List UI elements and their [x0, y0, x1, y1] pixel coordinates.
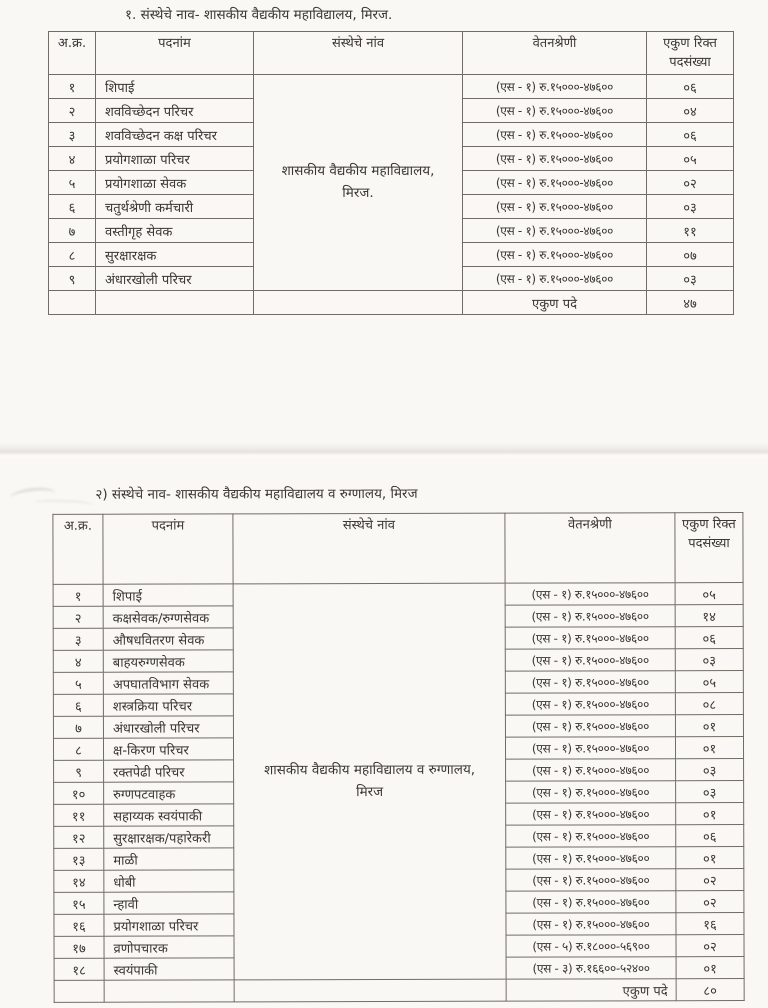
header-pay-scale: वेतनश्रेणी [505, 513, 675, 583]
institute-line: मिरज. [342, 184, 374, 201]
header-post-name: पदनांम [103, 514, 233, 584]
serial-cell: ५ [53, 672, 103, 694]
empty-cell [54, 980, 104, 1002]
serial-cell: ४ [49, 147, 96, 171]
institute-name-cell [233, 583, 506, 980]
post-name-cell: शवविच्छेदन परिचर [96, 99, 254, 123]
post-name-cell: अपघातविभाग सेवक [103, 672, 233, 694]
serial-cell: ४ [53, 650, 103, 672]
post-name-cell: स्वयंपाकी [104, 958, 234, 980]
vacancy-count-cell: ०६ [647, 75, 734, 99]
serial-cell: ५ [49, 171, 96, 195]
table-1-body [49, 75, 734, 315]
serial-cell: १४ [54, 870, 104, 892]
post-name-cell: रुग्णपटवाहक [104, 782, 234, 804]
vacancy-count-cell: १६ [676, 913, 744, 935]
table-2-body [53, 583, 744, 1003]
post-name-cell: शवविच्छेदन कक्ष परिचर [96, 123, 254, 147]
header-row [49, 32, 734, 75]
table-1-title: १. संस्थेचे नाव- शासकीय वैद्यकीय महाविद्यालय, मिरज. [125, 7, 393, 23]
serial-cell: ६ [49, 195, 96, 219]
pay-scale-cell: (एस - १) रु.१५०००-४७६०० [463, 123, 647, 147]
serial-cell: ९ [54, 760, 104, 782]
header-total-vacant-posts: एकुण रिक्त पदसंख्या [647, 32, 734, 75]
section-table-2 [0, 484, 768, 1003]
pay-scale-cell: (एस - १) रु.१५०००-४७६०० [506, 913, 676, 935]
page-seam [0, 442, 768, 460]
table-2-title: २) संस्थेचे नाव- शासकीय वैद्यकीय महाविद्यालय व रुग्णालय, मिरज [95, 485, 418, 503]
pay-scale-cell: (एस - १) रु.१५०००-४७६०० [506, 869, 676, 891]
total-posts-value-cell: ८० [676, 979, 744, 1001]
table-2-header [53, 513, 743, 585]
serial-cell: २ [49, 99, 96, 123]
pay-scale-cell: (एस - १) रु.१५०००-४७६०० [505, 715, 675, 737]
table-row [49, 75, 734, 99]
post-name-cell: प्रयोगशाळा सेवक [96, 171, 254, 195]
pay-scale-cell: (एस - १) रु.१५०००-४७६०० [463, 219, 647, 243]
header-institute-name: संस्थेचे नांव [254, 32, 463, 75]
pay-scale-cell: (एस - १) रु.१५०००-४७६०० [463, 267, 647, 291]
vacancy-count-cell: ०३ [675, 649, 743, 671]
header-serial-no: अ.क्र. [53, 514, 103, 584]
post-name-cell: शिपाई [103, 584, 233, 606]
vacancy-count-cell: ०६ [675, 627, 743, 649]
empty-cell [254, 291, 463, 315]
serial-cell: १ [53, 584, 103, 606]
pay-scale-cell: (एस - १) रु.१५०००-४७६०० [506, 781, 676, 803]
vacancy-count-cell: ०२ [676, 869, 744, 891]
vacancy-count-cell: ०३ [647, 195, 734, 219]
total-posts-label-cell: एकुण पदे [506, 979, 676, 1001]
serial-cell: १८ [54, 958, 104, 980]
pay-scale-cell: (एस - १) रु.१५०००-४७६०० [506, 847, 676, 869]
pay-scale-cell: (एस - १) रु.१५०००-४७६०० [463, 99, 647, 123]
serial-cell: ८ [49, 243, 96, 267]
post-name-cell: सुरक्षारक्षक [96, 243, 254, 267]
total-posts-label-cell: एकुण पदे [463, 291, 647, 315]
post-name-cell: क्ष-किरण परिचर [103, 738, 233, 760]
serial-cell: ७ [53, 716, 103, 738]
vacancy-count-cell: ०५ [675, 671, 743, 693]
post-name-cell: कक्षसेवक/रुग्णसेवक [103, 606, 233, 628]
vacancy-count-cell: ०६ [676, 825, 744, 847]
vacancy-count-cell: ०३ [647, 267, 734, 291]
pay-scale-cell: (एस - ३) रु.१६६००-५२४०० [506, 957, 676, 979]
vacancy-count-cell: ०८ [675, 693, 743, 715]
post-name-cell: न्हावी [104, 892, 234, 914]
serial-cell: ३ [53, 628, 103, 650]
empty-cell [96, 291, 254, 315]
pay-scale-cell: (एस - १) रु.१५०००-४७६०० [506, 803, 676, 825]
post-name-cell: माळी [104, 848, 234, 870]
post-name-cell: सुरक्षारक्षक/पहारेकरी [104, 826, 234, 848]
serial-cell: १२ [54, 826, 104, 848]
pay-scale-cell: (एस - १) रु.१५०००-४७६०० [505, 605, 675, 627]
header-total-vacant-posts: एकुण रिक्त पदसंख्या [675, 513, 743, 583]
institute-line: शासकीय वैद्यकीय महाविद्यालय व रुग्णालय, [264, 761, 476, 779]
vacancy-count-cell: ०१ [676, 957, 744, 979]
post-name-cell: प्रयोगशाळा परिचर [96, 147, 254, 171]
pay-scale-cell: (एस - १) रु.१५०००-४७६०० [506, 891, 676, 913]
serial-cell: १ [49, 75, 96, 99]
serial-cell: १७ [54, 936, 104, 958]
post-name-cell: शस्त्रक्रिया परिचर [103, 694, 233, 716]
serial-cell: ९ [49, 267, 96, 291]
pay-scale-cell: (एस - १) रु.१५०००-४७६०० [505, 627, 675, 649]
post-name-cell: शिपाई [96, 75, 254, 99]
pay-scale-cell: (एस - १) रु.१५०००-४७६०० [505, 693, 675, 715]
serial-cell: २ [53, 606, 103, 628]
total-row [54, 979, 744, 1003]
pay-scale-cell: (एस - ५) रु.१८०००-५६९०० [506, 935, 676, 957]
pay-scale-cell: (एस - १) रु.१५०००-४७६०० [505, 649, 675, 671]
serial-cell: ८ [53, 738, 103, 760]
header-serial-no: अ.क्र. [49, 32, 96, 75]
vacancy-count-cell: ०२ [676, 935, 744, 957]
vacancy-count-cell: ०७ [647, 243, 734, 267]
vacancy-count-cell: ०१ [676, 803, 744, 825]
vacancy-count-cell: ०५ [647, 147, 734, 171]
post-name-cell: प्रयोगशाळा परिचर [104, 914, 234, 936]
total-posts-value-cell: ४७ [647, 291, 734, 315]
serial-cell: ३ [49, 123, 96, 147]
empty-cell [49, 291, 96, 315]
post-name-cell: चतुर्थश्रेणी कर्मचारी [96, 195, 254, 219]
empty-cell [234, 979, 506, 1002]
pay-scale-cell: (एस - १) रु.१५०००-४७६०० [463, 147, 647, 171]
vacancy-table-1 [48, 31, 734, 315]
vacancy-count-cell: ११ [647, 219, 734, 243]
header-row [53, 513, 743, 585]
serial-cell: १५ [54, 892, 104, 914]
header-post-name: पदनांम [96, 32, 254, 75]
serial-cell: १३ [54, 848, 104, 870]
vacancy-count-cell: ०३ [676, 759, 744, 781]
header-pay-scale: वेतनश्रेणी [463, 32, 647, 75]
serial-cell: १० [54, 782, 104, 804]
table-1-header [49, 32, 734, 75]
vacancy-count-cell: ०६ [647, 123, 734, 147]
serial-cell: ६ [53, 694, 103, 716]
post-name-cell: व्रणोपचारक [104, 936, 234, 958]
pay-scale-cell: (एस - १) रु.१५०००-४७६०० [505, 583, 675, 605]
vacancy-count-cell: ०२ [647, 171, 734, 195]
pay-scale-cell: (एस - १) रु.१५०००-४७६०० [506, 825, 676, 847]
pay-scale-cell: (एस - १) रु.१५०००-४७६०० [506, 759, 676, 781]
vacancy-count-cell: ०२ [676, 891, 744, 913]
empty-cell [104, 980, 234, 1002]
serial-cell: ११ [54, 804, 104, 826]
section-table-1 [0, 6, 768, 315]
pay-scale-cell: (एस - १) रु.१५०००-४७६०० [463, 171, 647, 195]
post-name-cell: वस्तीगृह सेवक [96, 219, 254, 243]
header-institute-name: संस्थेचे नांव [233, 513, 505, 584]
vacancy-count-cell: १४ [675, 605, 743, 627]
institute-line: शासकीय वैद्यकीय महाविद्यालय, [281, 162, 435, 179]
vacancy-count-cell: ०१ [675, 737, 743, 759]
post-name-cell: औषधवितरण सेवक [103, 628, 233, 650]
pay-scale-cell: (एस - १) रु.१५०००-४७६०० [505, 737, 675, 759]
institute-line: मिरज [356, 783, 384, 800]
post-name-cell: धोबी [104, 870, 234, 892]
table-row [53, 583, 743, 607]
serial-cell: ७ [49, 219, 96, 243]
pay-scale-cell: (एस - १) रु.१५०००-४७६०० [463, 75, 647, 99]
pay-scale-cell: (एस - १) रु.१५०००-४७६०० [463, 195, 647, 219]
vacancy-count-cell: ०३ [676, 781, 744, 803]
post-name-cell: अंधारखोली परिचर [103, 716, 233, 738]
total-row [49, 291, 734, 315]
post-name-cell: अंधारखोली परिचर [96, 267, 254, 291]
post-name-cell: बाहयरुग्णसेवक [103, 650, 233, 672]
institute-name-cell [254, 75, 463, 291]
serial-cell: १६ [54, 914, 104, 936]
pay-scale-cell: (एस - १) रु.१५०००-४७६०० [505, 671, 675, 693]
post-name-cell: सहाय्यक स्वयंपाकी [104, 804, 234, 826]
vacancy-count-cell: ०५ [675, 583, 743, 605]
pay-scale-cell: (एस - १) रु.१५०००-४७६०० [463, 243, 647, 267]
vacancy-count-cell: ०१ [675, 715, 743, 737]
vacancy-count-cell: ०४ [647, 99, 734, 123]
vacancy-table-2 [52, 512, 744, 1003]
vacancy-count-cell: ०१ [676, 847, 744, 869]
post-name-cell: रक्तपेढी परिचर [104, 760, 234, 782]
